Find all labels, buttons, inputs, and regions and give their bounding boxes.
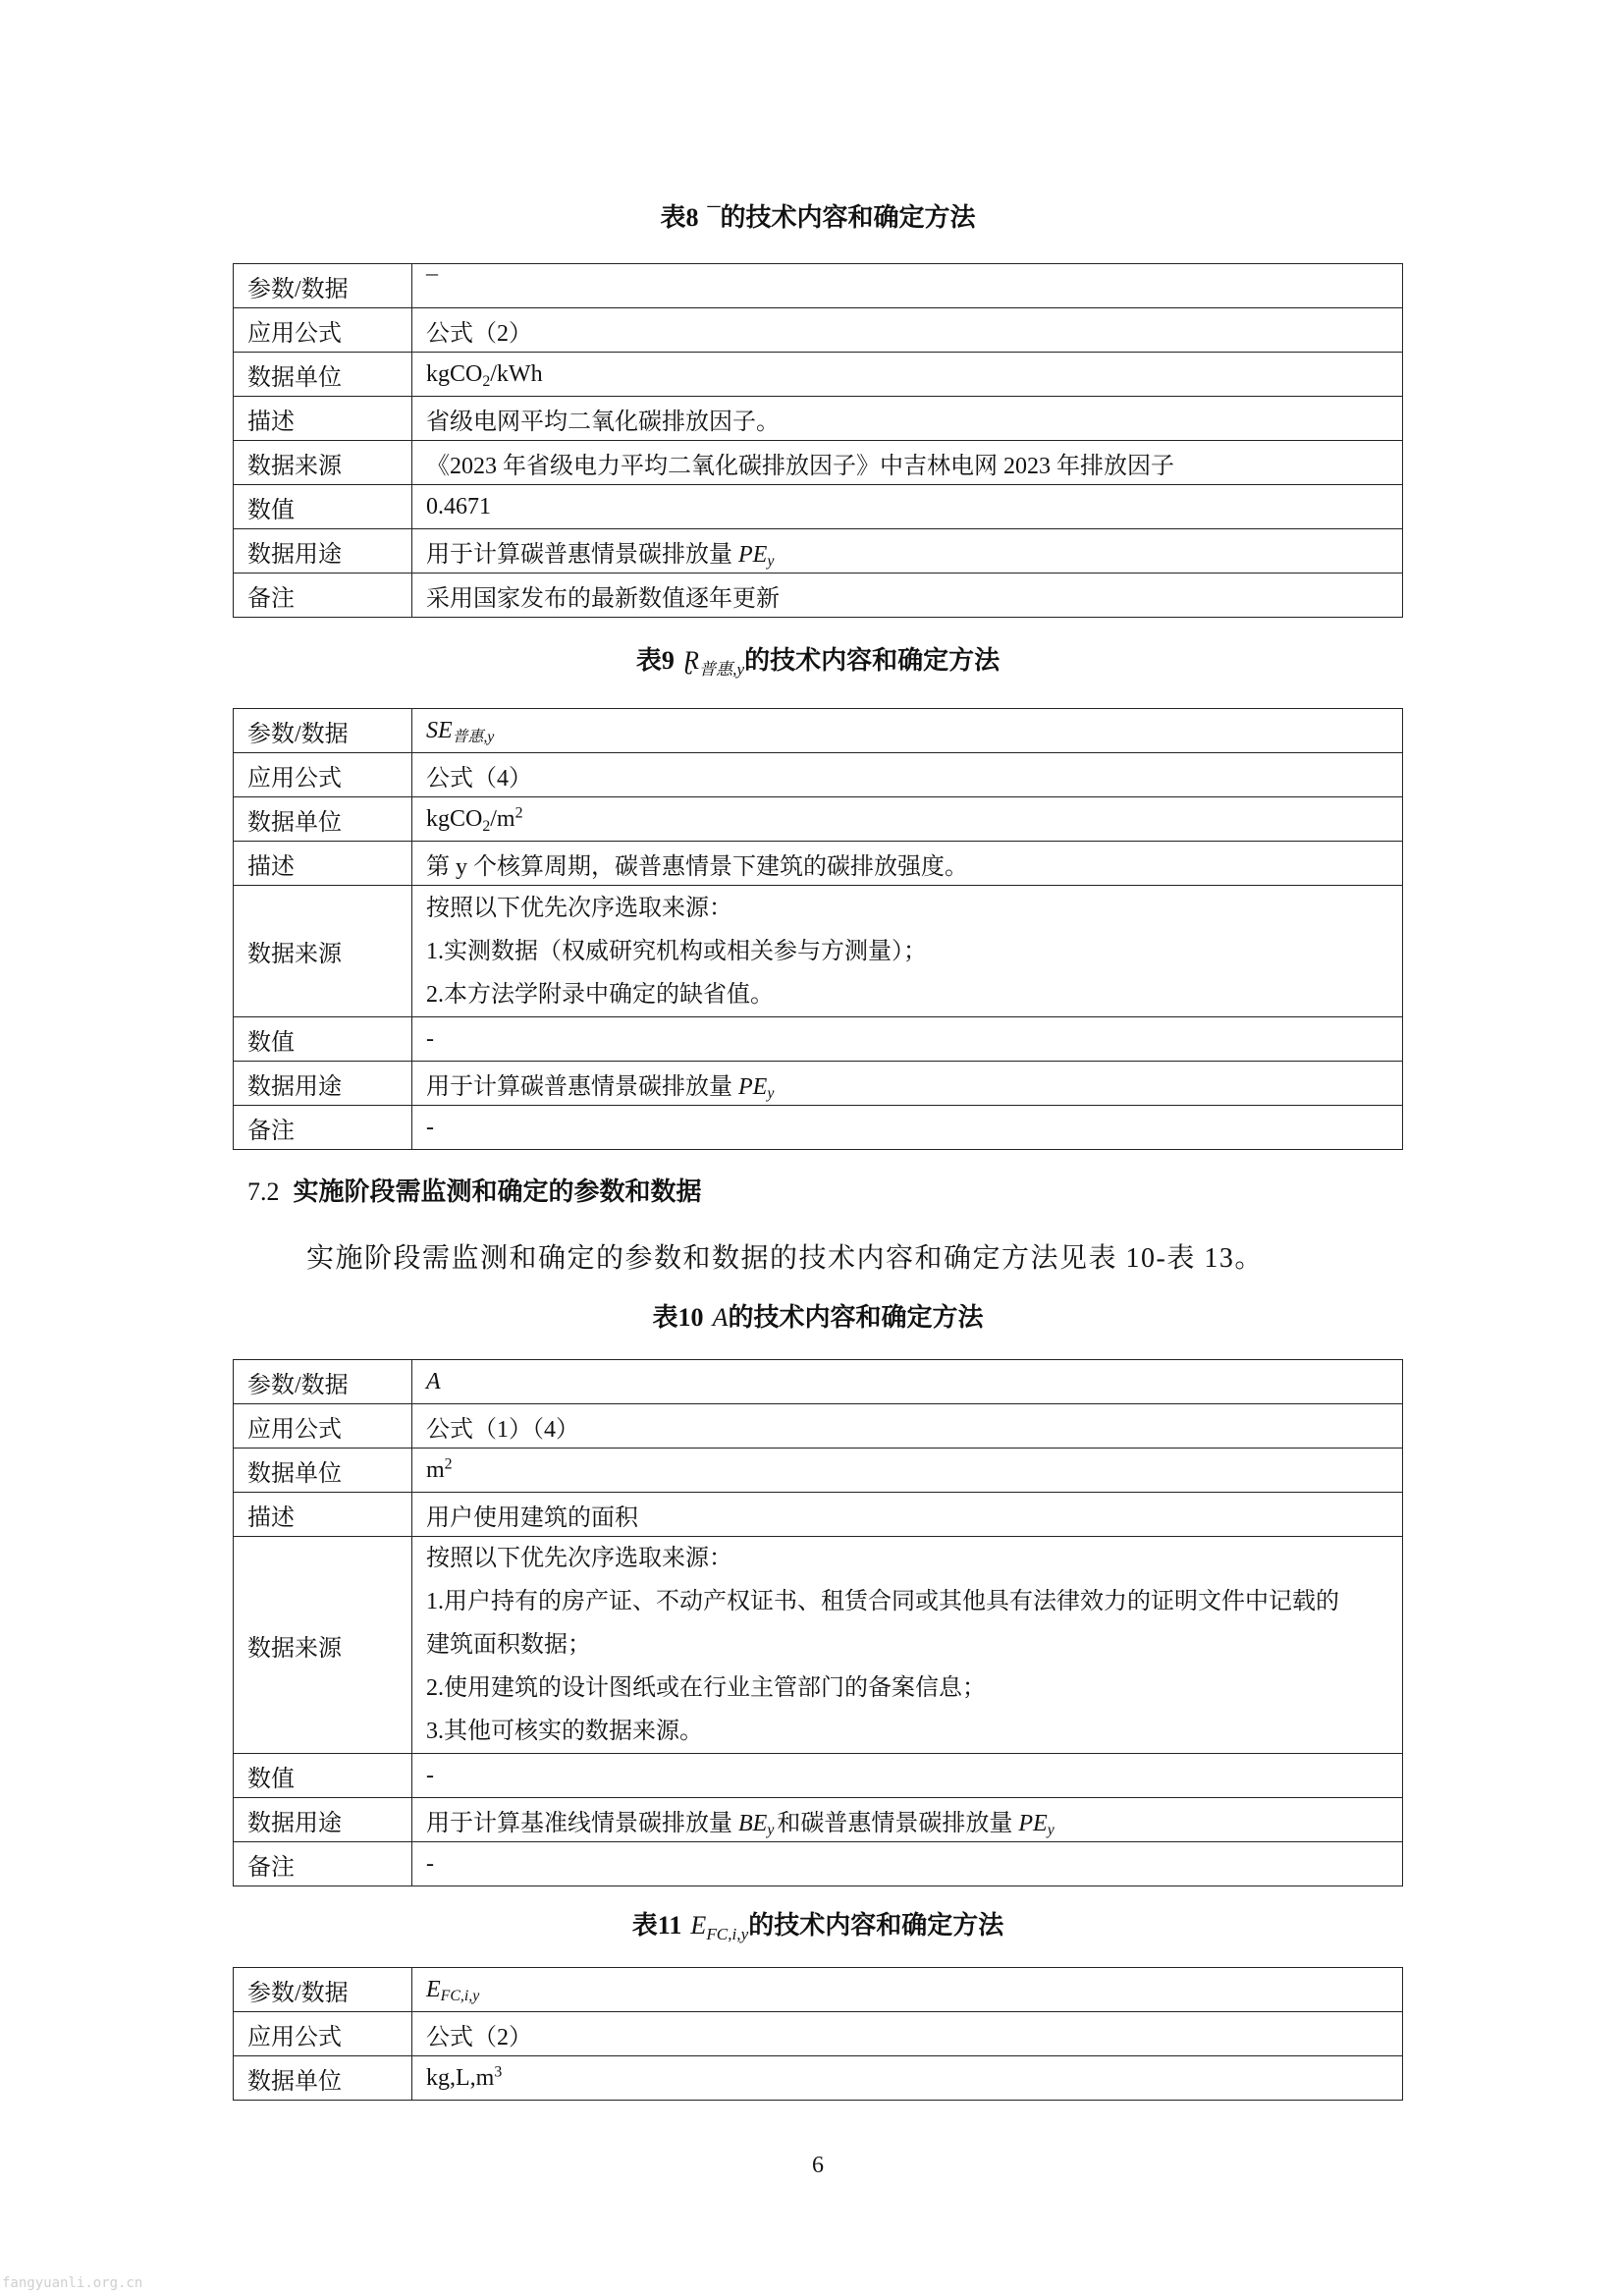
row-label: 参数/数据 [234, 264, 412, 308]
table-row [234, 1017, 1403, 1062]
row-value: - [412, 1106, 1403, 1150]
row-label: 数据来源 [234, 441, 412, 485]
table-row [234, 1449, 1403, 1493]
usage-subscript: y [767, 1085, 775, 1103]
row-label: 数据来源 [234, 1537, 412, 1754]
caption-number: 表9 [635, 646, 675, 675]
table-row [234, 1106, 1403, 1150]
caption-symbol: ¯ [707, 203, 721, 232]
row-value: 0.4671 [412, 485, 1403, 529]
table-10 [233, 1359, 1403, 1886]
table-row [234, 797, 1403, 842]
row-label: 参数/数据 [234, 1968, 412, 2012]
unit-mid: /m [490, 805, 515, 832]
parameter-variable: SE [426, 717, 453, 743]
table-row [234, 1968, 1403, 2012]
row-label: 描述 [234, 397, 412, 441]
caption-variable: E [690, 1911, 707, 1940]
table-11-caption [233, 1906, 1403, 1945]
row-value: 用户使用建筑的面积 [412, 1493, 1403, 1537]
parameter-variable: A [426, 1368, 441, 1394]
row-value: 公式（2） [412, 2012, 1403, 2056]
row-label: 应用公式 [234, 2012, 412, 2056]
row-value [412, 797, 1403, 842]
row-value [412, 1537, 1403, 1754]
row-value: - [412, 1842, 1403, 1886]
row-label: 数值 [234, 1754, 412, 1798]
row-label: 数据单位 [234, 353, 412, 397]
row-value [412, 353, 1403, 397]
parameter-subscript: 普惠,y [452, 729, 495, 746]
caption-variable: A [712, 1303, 729, 1332]
row-value: 省级电网平均二氧化碳排放因子。 [412, 397, 1403, 441]
table-row [234, 753, 1403, 797]
table-row [234, 485, 1403, 529]
row-label: 数据用途 [234, 1798, 412, 1842]
section-number: 7.2 [247, 1177, 280, 1206]
row-label: 备注 [234, 1842, 412, 1886]
source-line: 1.用户持有的房产证、不动产权证书、租赁合同或其他具有法律效力的证明文件中记载的 [426, 1589, 1339, 1614]
row-value: - [412, 1754, 1403, 1798]
watermark: fangyuanli.org.cn [2, 2275, 143, 2291]
row-value [412, 264, 1403, 308]
table-row [234, 886, 1403, 1017]
table-row [234, 1062, 1403, 1106]
row-label: 数据单位 [234, 797, 412, 842]
caption-symbol: Ɽ [682, 646, 699, 675]
table-row [234, 308, 1403, 353]
usage-subscript-project: y [1047, 1822, 1055, 1839]
row-label: 数据单位 [234, 1449, 412, 1493]
table-8-caption [233, 198, 1403, 238]
source-line: 按照以下优先次序选取来源： [426, 1546, 732, 1571]
table-row [234, 264, 1403, 308]
row-label: 备注 [234, 1106, 412, 1150]
table-row [234, 1360, 1403, 1404]
row-value [412, 1798, 1403, 1842]
caption-number: 表10 [652, 1303, 704, 1332]
row-value [412, 2056, 1403, 2101]
caption-number: 表8 [660, 203, 699, 232]
caption-text: 的技术内容和确定方法 [728, 1303, 984, 1333]
caption-subscript: 普惠,y [698, 660, 745, 679]
row-value: 公式（2） [412, 308, 1403, 353]
caption-text: 的技术内容和确定方法 [744, 646, 1001, 676]
parameter-variable: E [426, 1976, 441, 2002]
row-label: 应用公式 [234, 1404, 412, 1449]
row-label: 应用公式 [234, 753, 412, 797]
usage-variable: PE [738, 541, 768, 568]
row-label: 数据用途 [234, 529, 412, 574]
row-value [412, 709, 1403, 753]
usage-text: 用于计算基准线情景碳排放量 [426, 1810, 738, 1836]
caption-text: 的技术内容和确定方法 [720, 203, 976, 233]
row-label: 数据单位 [234, 2056, 412, 2101]
table-10-caption [233, 1298, 1403, 1338]
table-row [234, 1798, 1403, 1842]
unit-base: kg,L,m [426, 2064, 495, 2091]
unit-subscript: 2 [482, 817, 491, 835]
parameter-subscript: FC,i,y [440, 1988, 480, 2005]
source-line: 3.其他可核实的数据来源。 [426, 1719, 703, 1744]
row-label: 数值 [234, 485, 412, 529]
caption-number: 表11 [631, 1911, 682, 1940]
row-value: 公式（1）（4） [412, 1404, 1403, 1449]
caption-subscript: FC,i,y [706, 1925, 749, 1943]
usage-text-mid: 和碳普惠情景碳排放量 [777, 1810, 1019, 1836]
page-number: 6 [812, 2153, 824, 2178]
usage-variable-baseline: BE [738, 1810, 768, 1836]
row-value [412, 1360, 1403, 1404]
row-value [412, 1968, 1403, 2012]
section-heading [247, 1175, 702, 1210]
table-row [234, 2056, 1403, 2101]
table-row [234, 1537, 1403, 1754]
source-line: 2.本方法学附录中确定的缺省值。 [426, 981, 774, 1008]
table-row [234, 2012, 1403, 2056]
unit-subscript: 2 [482, 372, 491, 390]
row-value: 公式（4） [412, 753, 1403, 797]
source-line: 2.使用建筑的设计图纸或在行业主管部门的备案信息； [426, 1675, 986, 1701]
section-paragraph: 实施阶段需监测和确定的参数和数据的技术内容和确定方法见表 10-表 13。 [306, 1243, 1264, 1274]
row-label: 参数/数据 [234, 1360, 412, 1404]
unit-base: kgCO [426, 360, 483, 387]
usage-text: 用于计算碳普惠情景碳排放量 [426, 541, 738, 568]
unit-base: m [426, 1456, 445, 1483]
row-value [412, 529, 1403, 574]
row-value [412, 1449, 1403, 1493]
unit-superscript: 2 [514, 803, 523, 821]
table-row [234, 1754, 1403, 1798]
row-value: 《2023 年省级电力平均二氧化碳排放因子》中吉林电网 2023 年排放因子 [412, 441, 1403, 485]
row-value: - [412, 1017, 1403, 1062]
table-11 [233, 1967, 1403, 2101]
row-label: 描述 [234, 842, 412, 886]
table-row [234, 1842, 1403, 1886]
caption-text: 的技术内容和确定方法 [748, 1911, 1004, 1941]
row-value [412, 886, 1403, 1017]
usage-variable-project: PE [1018, 1810, 1048, 1836]
unit-tail: /kWh [490, 360, 543, 387]
section-title: 实施阶段需监测和确定的参数和数据 [293, 1177, 702, 1207]
row-label: 描述 [234, 1493, 412, 1537]
table-row [234, 574, 1403, 618]
table-9-caption [233, 641, 1403, 681]
parameter-symbol: ¯ [426, 272, 438, 299]
unit-superscript: 3 [494, 2062, 503, 2080]
table-row [234, 709, 1403, 753]
table-row [234, 441, 1403, 485]
table-9 [233, 708, 1403, 1150]
usage-subscript-baseline: y [767, 1822, 775, 1839]
unit-base: kgCO [426, 805, 483, 832]
unit-superscript: 2 [444, 1454, 453, 1472]
row-label: 备注 [234, 574, 412, 618]
row-label: 应用公式 [234, 308, 412, 353]
usage-variable: PE [738, 1073, 768, 1100]
table-row [234, 1404, 1403, 1449]
table-row [234, 842, 1403, 886]
table-row [234, 1493, 1403, 1537]
table-row [234, 353, 1403, 397]
source-line: 1.实测数据（权威研究机构或相关参与方测量）； [426, 938, 927, 964]
usage-subscript: y [767, 553, 775, 571]
row-value [412, 1062, 1403, 1106]
row-label: 数值 [234, 1017, 412, 1062]
table-8 [233, 263, 1403, 618]
row-value: 采用国家发布的最新数值逐年更新 [412, 574, 1403, 618]
row-value: 第 y 个核算周期，碳普惠情景下建筑的碳排放强度。 [412, 842, 1403, 886]
table-row [234, 529, 1403, 574]
row-label: 参数/数据 [234, 709, 412, 753]
source-line: 按照以下优先次序选取来源： [426, 895, 732, 921]
table-row [234, 397, 1403, 441]
row-label: 数据用途 [234, 1062, 412, 1106]
usage-text: 用于计算碳普惠情景碳排放量 [426, 1073, 738, 1100]
row-label: 数据来源 [234, 886, 412, 1017]
source-line: 建筑面积数据； [426, 1632, 591, 1658]
